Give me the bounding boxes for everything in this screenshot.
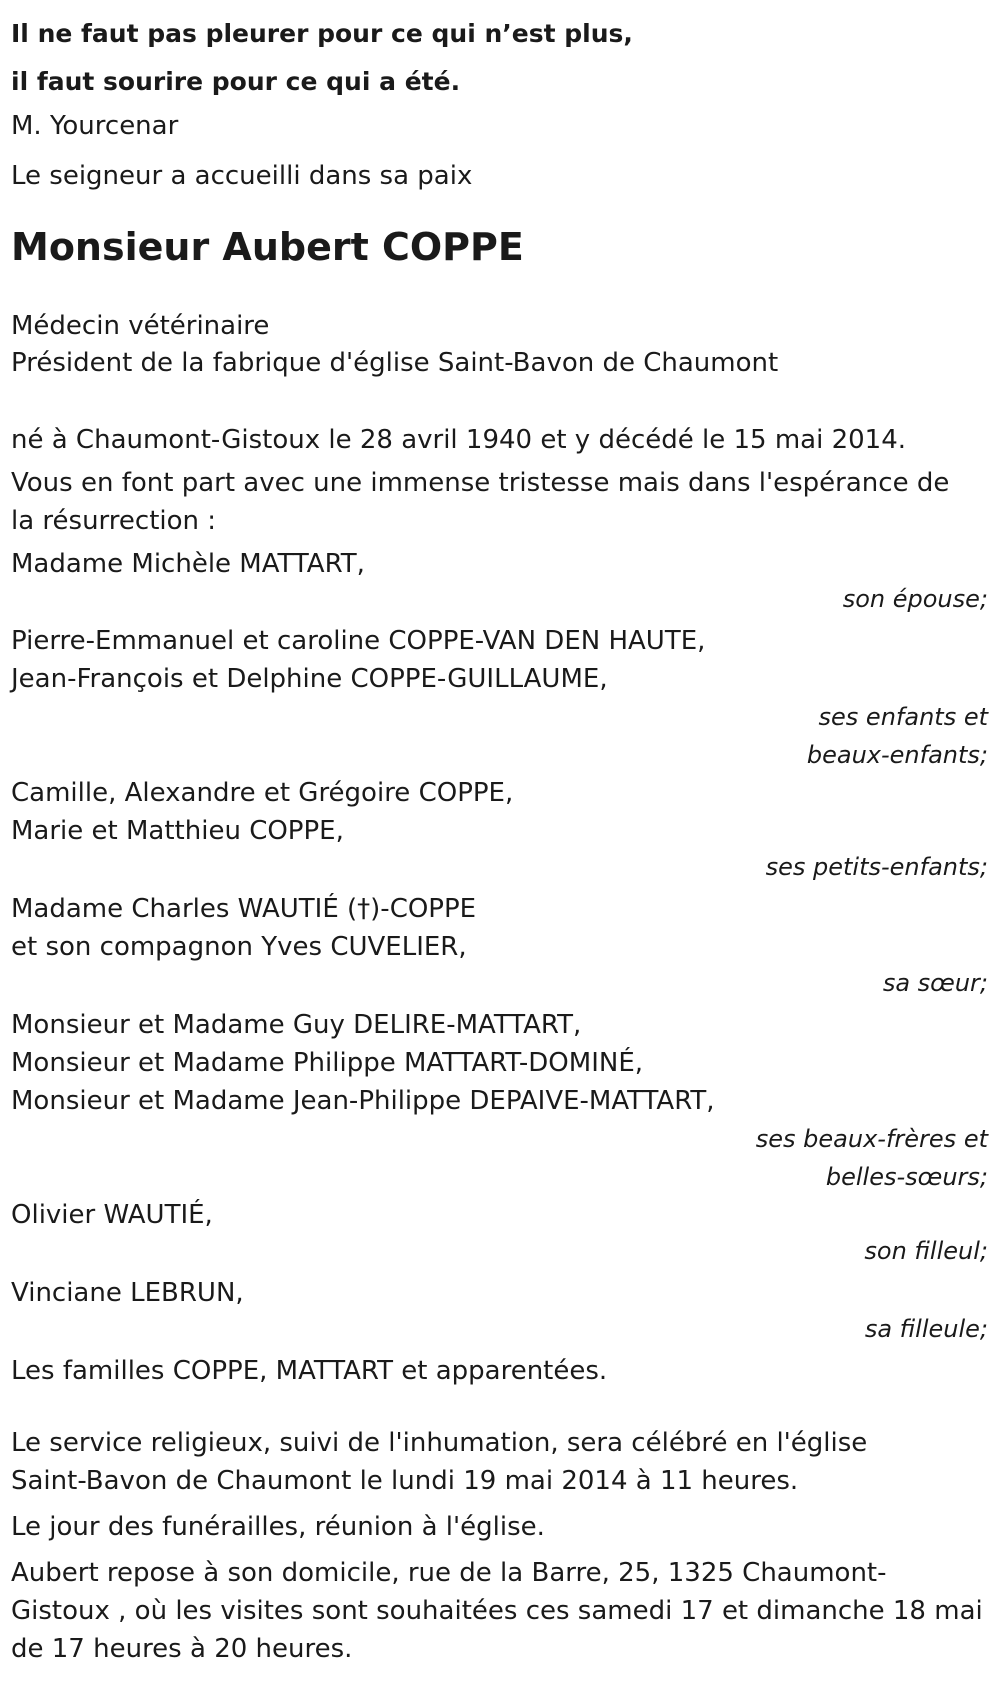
title-line: Président de la fabrique d'église Saint-Bavon de Chaumont [11, 348, 779, 378]
relation-label: ses beaux-frères et [755, 1125, 988, 1153]
service-info [11, 1424, 989, 1500]
family-group-sister [11, 890, 989, 1000]
service-line: Saint-Bavon de Chaumont le lundi 19 mai 2014 à 11 heures. [11, 1466, 799, 1496]
relation-label: belles-sœurs; [825, 1163, 988, 1191]
family-name: Monsieur et Madame Guy DELIRE-MATTART, [11, 1010, 582, 1040]
family-name: Pierre-Emmanuel et caroline COPPE-VAN DEN HAUTE, [11, 626, 706, 656]
family-name: Madame Michèle MATTART, [11, 549, 365, 579]
family-name: Camille, Alexandre et Grégoire COPPE, [11, 778, 514, 808]
relation-label: ses petits-enfants; [765, 853, 988, 881]
family-group-in-laws [11, 1006, 989, 1196]
relation-label: son filleul; [864, 1237, 988, 1265]
quote-line-2: il faut sourire pour ce qui a été. [11, 67, 461, 96]
family-name: Monsieur et Madame Philippe MATTART-DOMINÉ, [11, 1048, 644, 1078]
birth-death-line: né à Chaumont-Gistoux le 28 avril 1940 et y décédé le 15 mai 2014. [11, 425, 907, 455]
family-name: Monsieur et Madame Jean-Philippe DEPAIVE-MATTART, [11, 1086, 715, 1116]
titles-block [11, 308, 989, 382]
meeting-line: Le jour des funérailles, réunion à l'église. [11, 1512, 545, 1542]
family-group-spouse [11, 546, 989, 616]
rest-line: de 17 heures à 20 heures. [11, 1634, 353, 1664]
family-group-grandchildren [11, 774, 989, 884]
family-list [11, 546, 989, 1346]
family-group-children [11, 622, 989, 774]
quote-line-1: Il ne faut pas pleurer pour ce qui n’est plus, [11, 19, 633, 48]
announcement [11, 464, 989, 540]
quote-author: M. Yourcenar [11, 111, 179, 141]
family-group-godson [11, 1196, 989, 1268]
relation-label: sa sœur; [882, 969, 988, 997]
family-name: Madame Charles WAUTIÉ (†)-COPPE [11, 894, 477, 924]
family-group-goddaughter [11, 1274, 989, 1346]
family-name: Vinciane LEBRUN, [11, 1278, 244, 1308]
intro-line: Le seigneur a accueilli dans sa paix [11, 161, 473, 191]
relation-label: sa filleule; [864, 1315, 988, 1343]
family-name: Olivier WAUTIÉ, [11, 1200, 213, 1230]
relation-label: beaux-enfants; [806, 741, 988, 769]
service-line: Le service religieux, suivi de l'inhumation, sera célébré en l'église [11, 1428, 868, 1458]
family-name: Marie et Matthieu COPPE, [11, 816, 344, 846]
family-name: et son compagnon Yves CUVELIER, [11, 932, 467, 962]
deceased-name: Monsieur Aubert COPPE [11, 225, 524, 269]
families-line: Les familles COPPE, MATTART et apparentées. [11, 1356, 608, 1386]
announcement-line: la résurrection : [11, 506, 217, 536]
relation-label: ses enfants et [818, 703, 988, 731]
rest-line: Gistoux , où les visites sont souhaitées ces samedi 17 et dimanche 18 mai [11, 1596, 983, 1626]
family-name: Jean-François et Delphine COPPE-GUILLAUME, [11, 664, 608, 694]
announcement-line: Vous en font part avec une immense tristesse mais dans l'espérance de [11, 468, 950, 498]
relation-label: son épouse; [842, 585, 988, 613]
rest-line: Aubert repose à son domicile, rue de la Barre, 25, 1325 Chaumont- [11, 1558, 887, 1588]
title-line: Médecin vétérinaire [11, 311, 270, 341]
rest-info [11, 1554, 989, 1668]
